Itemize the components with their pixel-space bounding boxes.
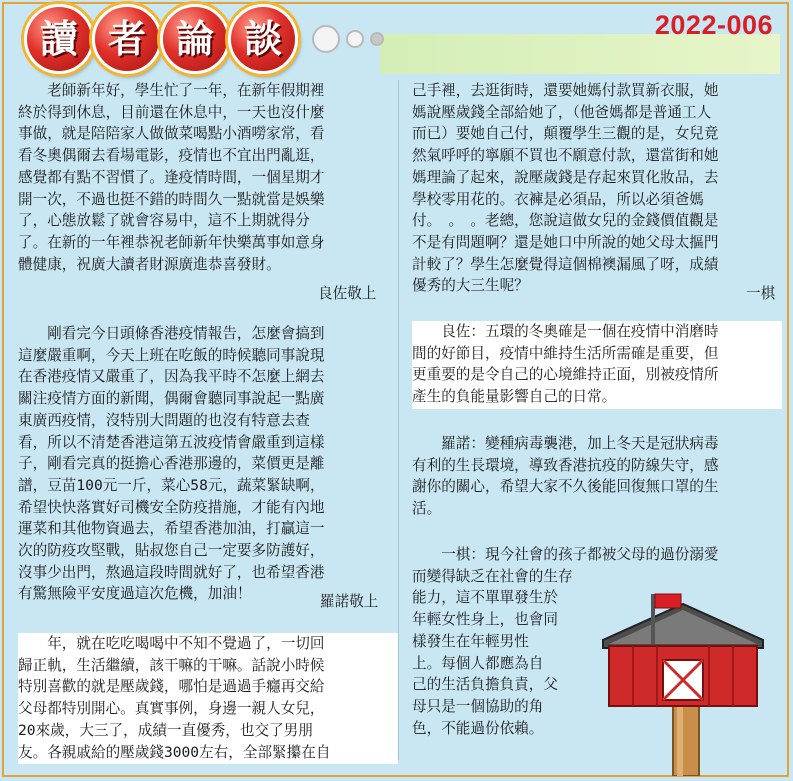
title-char-4: 談 [228, 4, 298, 74]
column-divider [398, 80, 399, 760]
title-char-1: 讀 [24, 4, 94, 74]
letter-1-body: 老師新年好，學生忙了一年，在新年假期裡 終於得到休息，目前還在休息中，一天也沒什麼 事做，就是陪陪家人做做菜喝點小酒嘮家常，看 看冬奧偶爾去看場電影，疫情也不宜出門亂逛， 感覺都有點不習慣了。逢疫情時間，一個星期才 開一次，不過也挺不錯的時間久一點就當是娛樂 了，心態放鬆了就會容易中，這不上期就得分 了。在新的一年裡恭祝老師新年快樂萬事如意身 體健康，祝廣大讀者財源廣進恭喜發財。 [18, 82, 325, 273]
reply-1-body: 良佐：五環的冬奧確是一個在疫情中消磨時 間的好節目，疫情中維持生活所需確是重要，但 更重要的是令自己的心境維持正面，別被疫情所 產生的負能量影響自己的日常。 [412, 321, 782, 409]
title-char-3: 論 [160, 4, 230, 74]
dot-medium [346, 30, 364, 48]
letter-3-body-left: 年，就在吃吃喝喝中不知不覺過了，一切回 歸正軌，生活繼續，該干嘛的干嘛。話說小時候 特別喜歡的就是壓歲錢，哪怕是過過手癮再交給 父母都特別開心。真實事例，身邊一親人女兒， 20來歲，大三了，成績一直優秀，也交了男朋 友。各親戚給的壓歲錢3000左右，全部緊攥在自 [18, 633, 398, 764]
decorative-dots [312, 25, 384, 53]
red-mailbox-icon [593, 586, 773, 776]
letter-2-body: 剛看完今日頭條香港疫情報告，怎麼會搞到 這麼嚴重啊，今天上班在吃飯的時候聽同事說現 在香港疫情又嚴重了，因為我平時不怎麼上網去 關注疫情方面的新聞，偶爾會聽同事說起一點廣 東廣西疫情，沒特別大問題的也沒有特意去查 看，所以不清楚香港這第五波疫情會嚴重到這樣 子，剛看完真的挺擔心香港那邊的，菜價更是離 譜，豆苗100元一斤，菜心58元，蔬菜緊缺啊， 希望快快落實好司機安全防疫措施，才能有內地 運菜和其他物資過去，希望香港加油，打贏這一 次的防疫攻堅戰，貼叔您自己一定要多防護好， 沒事少出門，熬過這段時間就好了，也希望香港 有驚無險平安度過這次危機，加油！ [18, 325, 325, 603]
letter-3-body-right: 己手裡，去逛街時，還要她媽付款買新衣服，她 媽說壓歲錢全部給她了，（他爸媽都是普通工人 而已）要她自己付，顛覆學生三觀的是，女兒竟 然氣呼呼的寧願不買也不願意付款，還當街和她 媽理論了起來，說壓歲錢是存起來買化妝品，去 學校零用花的。衣褲是必須品，所以必須爸媽 付。 。 。老總，您說這做女兒的金錢價值觀是 不是有問題啊？還是她口中所說的她父母太摳門 計較了？學生怎麼覺得這個棉襖漏風了呀，成績 優秀的大三生呢？ [412, 82, 719, 295]
title-char-2: 者 [92, 4, 162, 74]
dot-small [370, 32, 384, 46]
letter-3-signature: 一棋 [746, 285, 776, 302]
letter-2-signature: 羅諾敬上 [320, 593, 379, 610]
reply-3-body: 一棋：現今社會的孩子都被父母的過份溺愛 而變得缺乏在社會的生存 能力，這不單單發生於 年輕女性身上，也會同 樣發生在年輕男性 上。每個人都應為自 己的生活負擔負責，父 母只是一個協助的角 色，不能過份依賴。 [412, 546, 719, 737]
letter-1-signature: 良佐敬上 [318, 285, 377, 302]
issue-number: 2022-006 [654, 10, 773, 40]
section-title [24, 4, 384, 74]
dot-large [312, 25, 340, 53]
reply-2-body: 羅諾：變種病毒襲港，加上冬天是冠狀病毒 有利的生長環境，導致香港抗疫的防線失守，感 謝你的關心，希望大家不久後能回復無口罩的生 活。 [412, 435, 719, 518]
